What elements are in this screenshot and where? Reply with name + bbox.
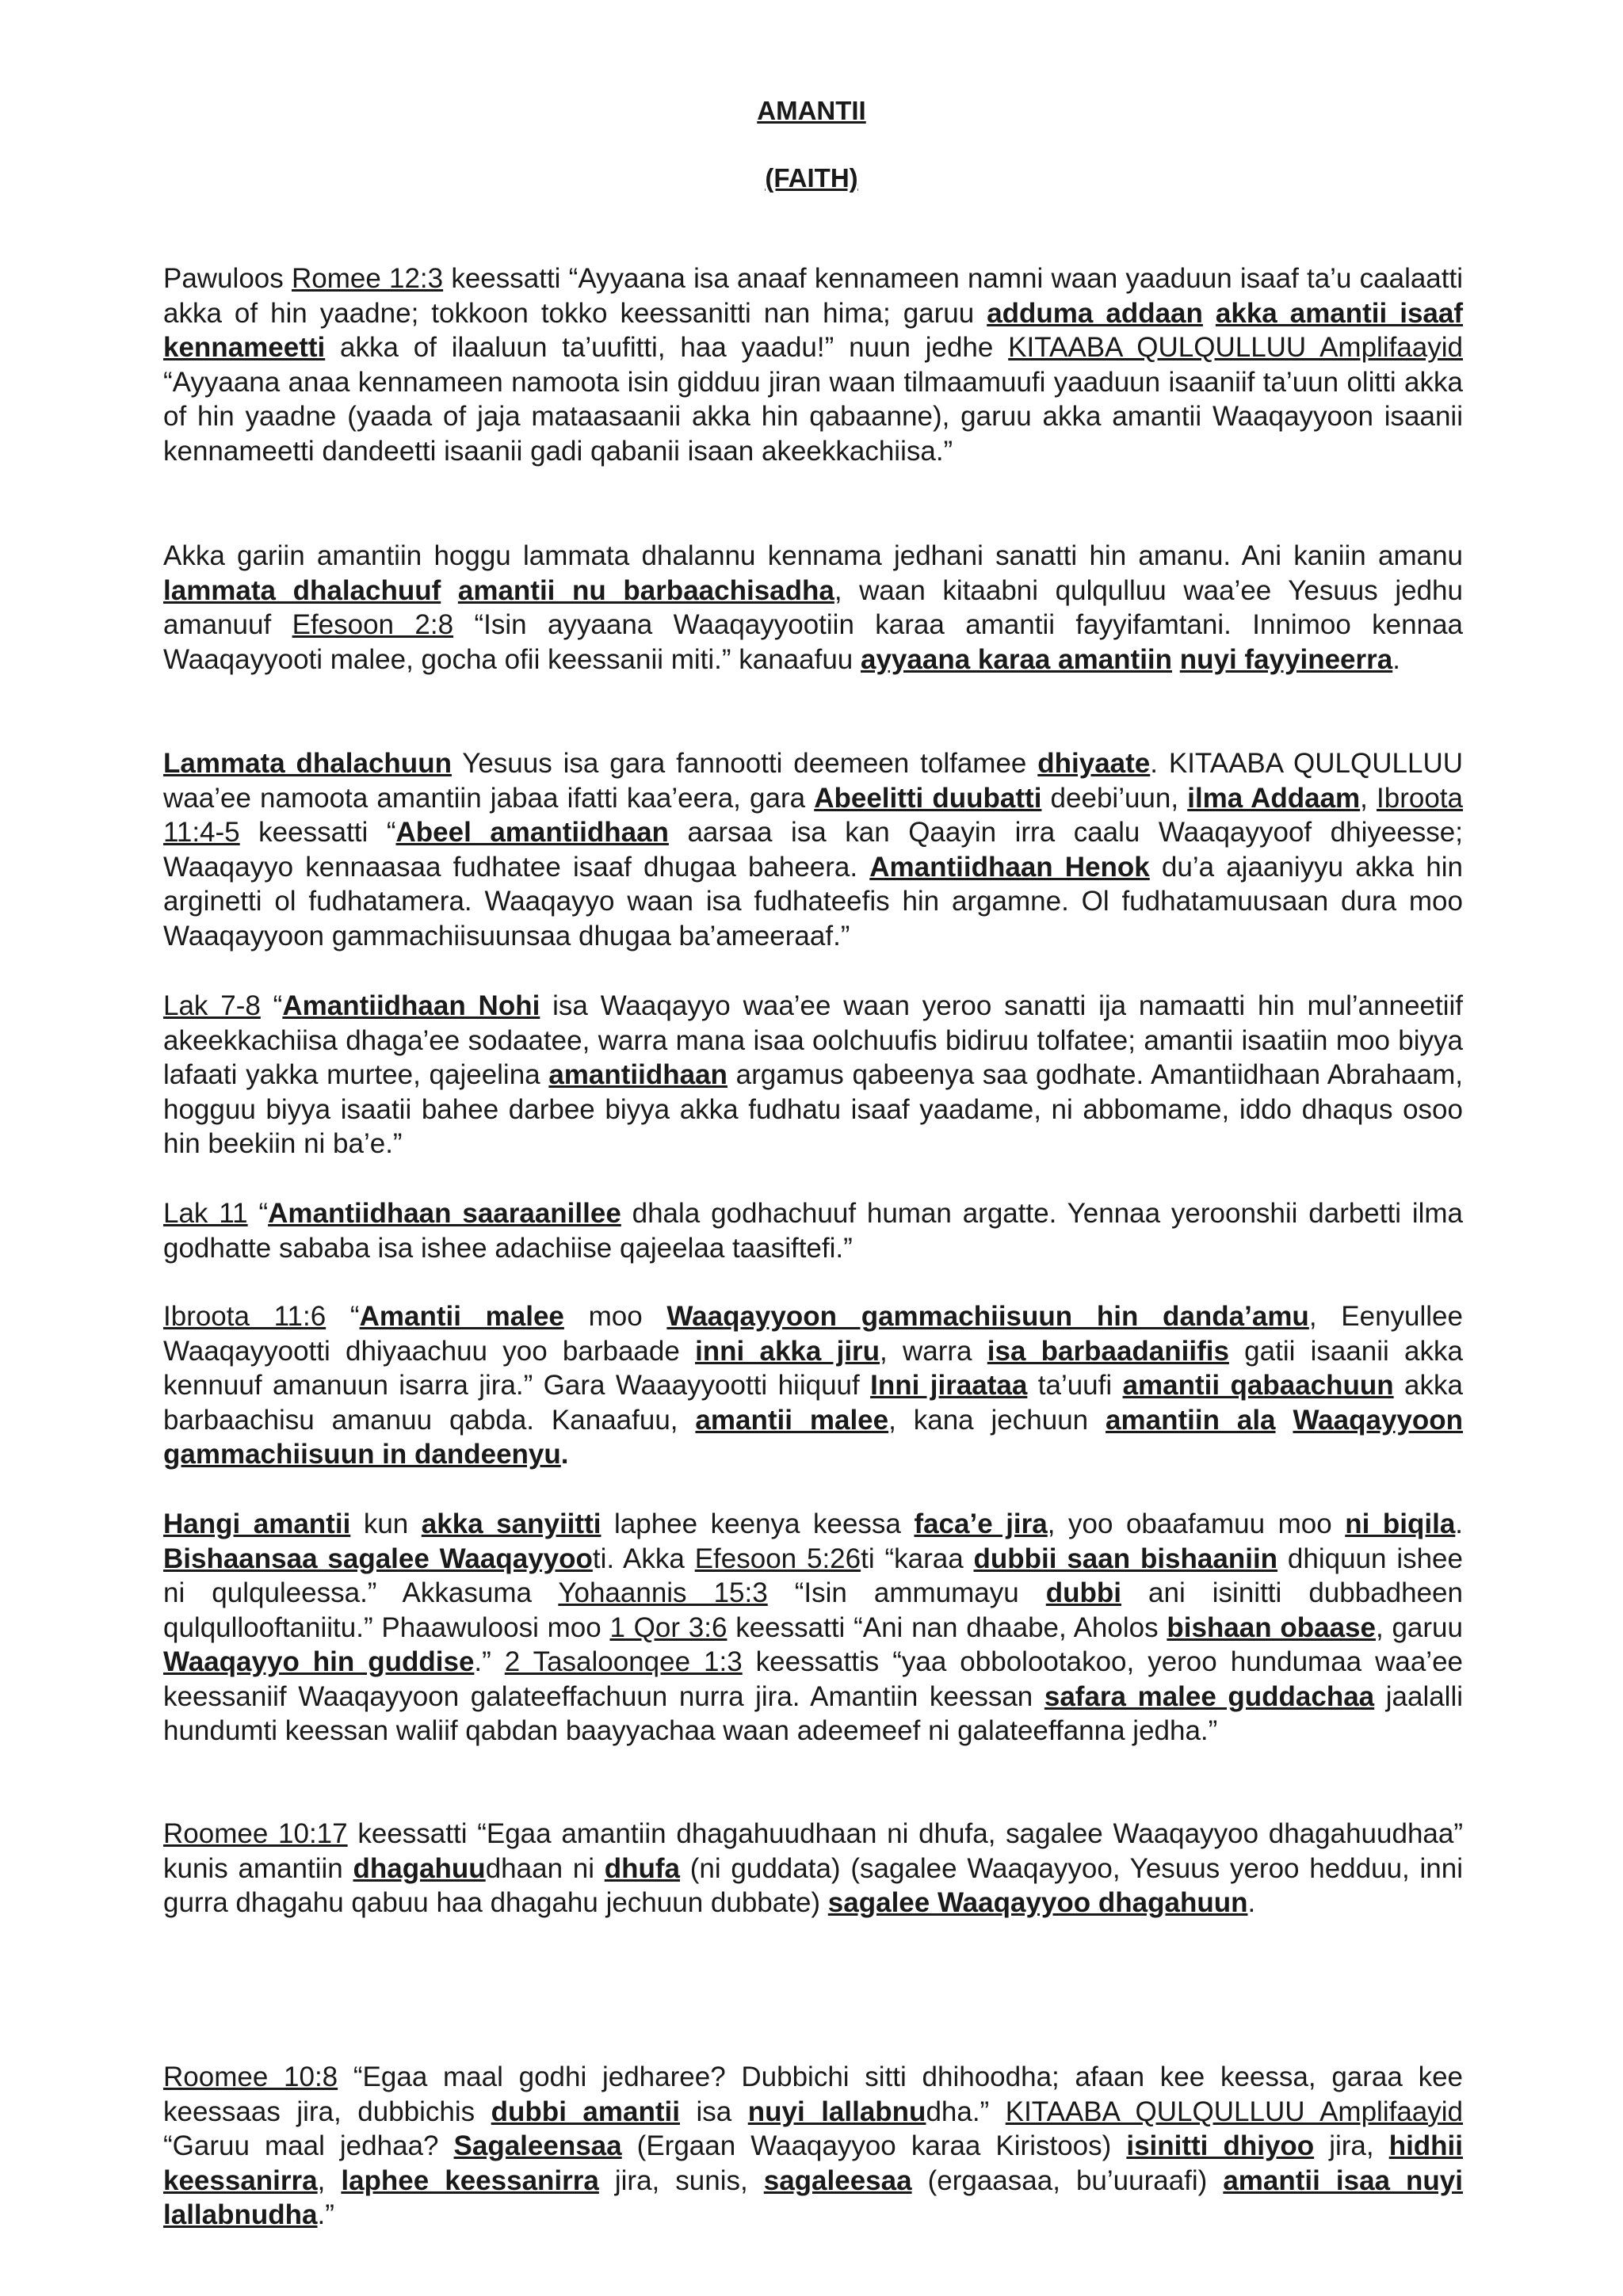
paragraph-text: . (1455, 1508, 1464, 1539)
emphasized-text: Waaqayyoon gammachiisuun in dandeenyu (163, 1404, 1464, 1470)
paragraph-text: (ni guddata) (sagalee Waaqayyoo, Yesuus yeroo hedduu, inni gurra dhagahu qabuu haa dhagahu jechuun dubbate) (163, 1852, 1463, 1918)
paragraph-text: , (317, 2164, 342, 2196)
paragraph-text: moo (563, 1301, 667, 1332)
paragraph-text (1276, 1405, 1293, 1436)
paragraph-text: “Egaa maal godhi jedharee? Dubbichi sitti dhihoodha; afaan kee keessa, garaa kee keessaas jira, dubbichis (163, 2061, 1463, 2127)
emphasized-text: Waaqayyoon gammachiisuun hin danda’amu (666, 1301, 1309, 1332)
document-subtitle: (FAITH) (765, 163, 858, 193)
emphasized-text: ilma Addaam (1187, 782, 1361, 814)
paragraph-text: ti “karaa (861, 1543, 974, 1574)
paragraph-text: Yesuus isa gara fannootti deemeen tolfamee (451, 748, 1038, 779)
emphasized-text: Abeelitti duubatti (814, 782, 1042, 814)
emphasized-text: amantii nu barbaachisadha (457, 574, 834, 606)
paragraph-text: (ergaasaa, bu’uuraafi) (911, 2164, 1224, 2196)
paragraph (163, 1817, 1463, 1920)
emphasized-text: dhiyaate (1037, 748, 1151, 779)
emphasized-text: Amantiidhaan saaraanillee (268, 1198, 621, 1229)
emphasized-text: sagalee Waaqayyoo dhagahuun (827, 1887, 1248, 1918)
scripture-reference: KITAABA QULQULLUU Amplifaayid (1005, 2096, 1463, 2127)
emphasized-text: isa barbaadaniifis (987, 1335, 1229, 1367)
paragraph-text: argamus qabeenya saa godhate. Amantiidhaan Abrahaam, hogguu biyya isaatii bahee darbee biyya akka fudhatu isaaf yaadame, ni abbomame, iddo dhaqus osoo hin beekiin ni ba’e.” (163, 1059, 1463, 1159)
paragraph-text: akka barbaachisu amanuu qabda. Kanaafuu, (163, 1370, 1463, 1436)
scripture-reference: Roomee 10:17 (163, 1818, 348, 1849)
emphasized-text: ni biqila (1345, 1508, 1456, 1539)
emphasized-text: Waaqayyo hin guddise (163, 1646, 475, 1677)
scripture-reference: Ibroota 11:6 (163, 1301, 327, 1332)
emphasized-text: isinitti dhiyoo (1126, 2130, 1315, 2161)
emphasized-text: Abeel amantiidhaan (395, 817, 669, 848)
emphasized-text: sagaleesaa (763, 2164, 912, 2196)
document-title: AMANTII (757, 96, 866, 125)
paragraph-text: isa Waaqayyo waa’ee waan yeroo sanatti ija namaatti hin mul’anneetiif akeekkachiisa dhaga’ee sodaatee, warra mana isaa oolchuufis bidiruu tolfatee; amantii isaatiin moo biyya lafaati yakka murtee, qajeelina (163, 990, 1464, 1090)
paragraph-text: .” (474, 1646, 505, 1677)
paragraph-text: ani isinitti dubbadheen qulqullooftaniitu.” Phaawuloosi moo (163, 1577, 1463, 1643)
paragraph (163, 1196, 1463, 1265)
scripture-reference: KITAABA QULQULLUU Amplifaayid (1008, 332, 1463, 363)
emphasized-text: Sagaleensaa (453, 2130, 622, 2161)
emphasized-text: Amantii malee (359, 1301, 564, 1332)
emphasized-text: dubbii saan bishaaniin (973, 1543, 1278, 1574)
emphasized-text: safara malee guddachaa (1044, 1680, 1375, 1712)
emphasized-text: amantii qabaachuun (1122, 1370, 1394, 1401)
emphasized-text: inni akka jiru (695, 1335, 880, 1367)
paragraph-text: gatii isaanii akka kennuuf amanuun isarra jira.” Gara Waaayyootti hiiquuf (163, 1335, 1463, 1401)
paragraph-text: du’a ajaaniyyu akka hin arginetti ol fudhatamera. Waaqayyo waan isa fudhateefis hin argamne. Ol fudhatamuusaan dura moo Waaqayyoon gammachiisuunsaa dhugaa ba’ameeraaf.” (163, 851, 1463, 952)
emphasized-text: Bishaansaa sagalee Waaqayyoo (163, 1543, 593, 1574)
scripture-reference: Lak 11 (163, 1198, 248, 1229)
emphasized-text: dubbi amantii (491, 2096, 680, 2127)
paragraph (163, 539, 1463, 677)
paragraph-text: dha.” (926, 2096, 1006, 2127)
emphasized-text: lammata dhalachuuf (163, 574, 441, 606)
paragraph-text: , yoo obaafamuu moo (1047, 1508, 1346, 1539)
paragraph-text: .” (317, 2199, 334, 2230)
paragraph-text: isa (679, 2096, 748, 2127)
emphasized-text: amantiin ala (1106, 1404, 1276, 1436)
paragraph-text: jira, sunis, (598, 2164, 764, 2196)
paragraph-text (441, 575, 458, 606)
paragraph-text: jira, (1314, 2130, 1389, 2161)
paragraph-text: “Ayyaana anaa kennameen namoota isin gidduu jiran waan tilmaamuufi yaaduun isaaniif ta’uun olitti akka of hin yaadne (yaada of jaja mataasaanii akka hin qabaanne), garuu akka amantii Waaqayyoon isaanii kennameetti dandeetti isaanii gadi qabanii isaan akeekkachiisa.” (163, 366, 1463, 467)
paragraph-text: akka of ilaaluun ta’uufitti, haa yaadu!” nuun jedhe (325, 332, 1009, 363)
emphasized-text: nuyi fayyineerra (1179, 643, 1393, 675)
paragraph-text: aarsaa isa kan Qaayin irra caalu Waaqayyoof dhiyeesse; Waaqayyo kennaasaa fudhatee isaaf dhugaa baheera. (163, 817, 1463, 883)
emphasized-text: adduma addaan (987, 297, 1203, 329)
paragraph-text (1172, 644, 1180, 675)
paragraph (163, 746, 1463, 953)
emphasized-text: Lammata dhalachuun (163, 748, 452, 779)
paragraph-text: kun (350, 1508, 422, 1539)
paragraph-text: “Isin ammumayu (767, 1577, 1046, 1608)
paragraph-text: . KITAABA QULQULLUU waa’ee namoota amantiin jabaa ifatti kaa’eera, gara (163, 748, 1463, 814)
scripture-reference: 1 Qor 3:6 (609, 1611, 727, 1643)
scripture-reference: Lak 7-8 (163, 990, 261, 1021)
paragraph-text: “Garuu maal jedhaa? (163, 2130, 454, 2161)
paragraph-text: keessatti “Ani nan dhaabe, Aholos (727, 1611, 1167, 1643)
paragraph-text: (Ergaan Waaqayyoo karaa Kiristoos) (621, 2130, 1127, 2161)
scripture-reference: Efesoon 5:26 (694, 1543, 861, 1574)
emphasized-text: amantii isaa nuyi lallabnudha (163, 2164, 1463, 2230)
paragraph (163, 261, 1463, 468)
paragraph (163, 989, 1463, 1161)
paragraph-text: , Eenyullee Waaqayyootti dhiyaachuu yoo barbaade (163, 1301, 1463, 1367)
emphasized-text: Inni jiraataa (870, 1370, 1028, 1401)
emphasized-text: dhagahuu (353, 1852, 486, 1884)
paragraph-text: “ (326, 1301, 360, 1332)
paragraph-text: . (1392, 643, 1400, 675)
paragraph-text: , (1360, 782, 1377, 814)
paragraph-text: . (1247, 1887, 1256, 1918)
paragraph-text: jaalalli hundumti keessan waliif qabdan baayyachaa waan adeemeef ni galateeffanna jedha.” (163, 1680, 1464, 1746)
paragraph-text: “ (247, 1198, 269, 1229)
paragraph-text: Pawuloos (163, 263, 292, 294)
paragraph (163, 1507, 1463, 1749)
paragraph-text: keessatti “Egaa amantiin dhagahuudhaan ni dhufa, sagalee Waaqayyoo dhagahuudhaa” kunis amantiin (163, 1818, 1464, 1884)
paragraph-text: , garuu (1375, 1611, 1463, 1643)
scripture-reference: Roomee 10:8 (163, 2061, 338, 2092)
emphasized-text: Amantiidhaan Nohi (282, 990, 540, 1021)
paragraph-text: deebi’uun, (1041, 782, 1188, 814)
paragraph-text: laphee keenya keessa (601, 1508, 915, 1539)
paragraph (163, 2060, 1463, 2233)
paragraph-text: keessatti “ (239, 817, 396, 848)
emphasized-text: dubbi (1045, 1577, 1122, 1608)
paragraph-text: dhaan ni (485, 1852, 605, 1884)
emphasized-text: amantiidhaan (548, 1059, 727, 1090)
emphasized-text: hidhii keessanirra (163, 2130, 1463, 2196)
bold-text: . (560, 1439, 569, 1470)
paragraph-text: ta’uufi (1027, 1370, 1123, 1401)
paragraph-text: , warra (880, 1335, 987, 1367)
emphasized-text: ayyaana karaa amantiin (861, 643, 1173, 675)
emphasized-text: bishaan obaase (1167, 1611, 1376, 1643)
paragraph-text: “ (260, 990, 283, 1021)
paragraph-text: “Isin ayyaana Waaqayyootiin karaa amantii fayyifamtani. Innimoo kennaa Waaqayyooti malee, gocha ofii keessanii miti.” kanaafuu (163, 609, 1463, 675)
paragraph-text: dhala godhachuuf human argatte. Yennaa yeroonshii darbetti ilma godhatte sababa isa ishee adachiise qajeelaa taasiftefi.” (163, 1198, 1464, 1264)
emphasized-text: akka amantii isaaf kennameetti (163, 297, 1464, 363)
emphasized-text: amantii malee (695, 1404, 889, 1436)
emphasized-text: laphee keessanirra (341, 2164, 599, 2196)
scripture-reference: Romee 12:3 (291, 263, 444, 294)
paragraph-text: , waan kitaabni qulqulluu waa’ee Yesuus jedhu amanuuf (163, 574, 1463, 640)
paragraph-text: ti. Akka (592, 1543, 695, 1574)
paragraph-text: keessattis “yaa obbolootakoo, yeroo hundumaa waa’ee keessaniif Waaqayyoon galateeffachuun nurra jira. Amantiin keessan (163, 1646, 1464, 1712)
scripture-reference: Efesoon 2:8 (292, 609, 454, 640)
emphasized-text: faca’e jira (914, 1508, 1048, 1539)
scripture-reference: Yohaannis 15:3 (558, 1577, 768, 1608)
paragraph-text: keessatti “Ayyaana isa anaaf kennameen namni waan yaaduun isaaf ta’u caalaatti akka of hin yaadne; tokkoon tokko keessanitti nan hima; garuu (163, 263, 1463, 329)
paragraph-text: Akka gariin amantiin hoggu lammata dhalannu kennama jedhani sanatti hin amanu. Ani kaniin amanu (163, 540, 1463, 571)
scripture-reference: Ibroota 11:4-5 (163, 782, 1463, 848)
emphasized-text: Hangi amantii (163, 1508, 351, 1539)
emphasized-text: dhufa (604, 1852, 681, 1884)
scripture-reference: 2 Tasaloonqee 1:3 (504, 1646, 743, 1677)
emphasized-text: nuyi lallabnu (747, 2096, 926, 2127)
paragraph-text: dhiquun ishee ni qulquleessa.” Akkasuma (163, 1543, 1463, 1608)
emphasized-text: akka sanyiitti (421, 1508, 601, 1539)
paragraph (163, 1299, 1463, 1472)
paragraph-text (1203, 298, 1216, 329)
emphasized-text: Amantiidhaan Henok (869, 851, 1150, 883)
paragraph-text: , kana jechuun (888, 1404, 1106, 1436)
